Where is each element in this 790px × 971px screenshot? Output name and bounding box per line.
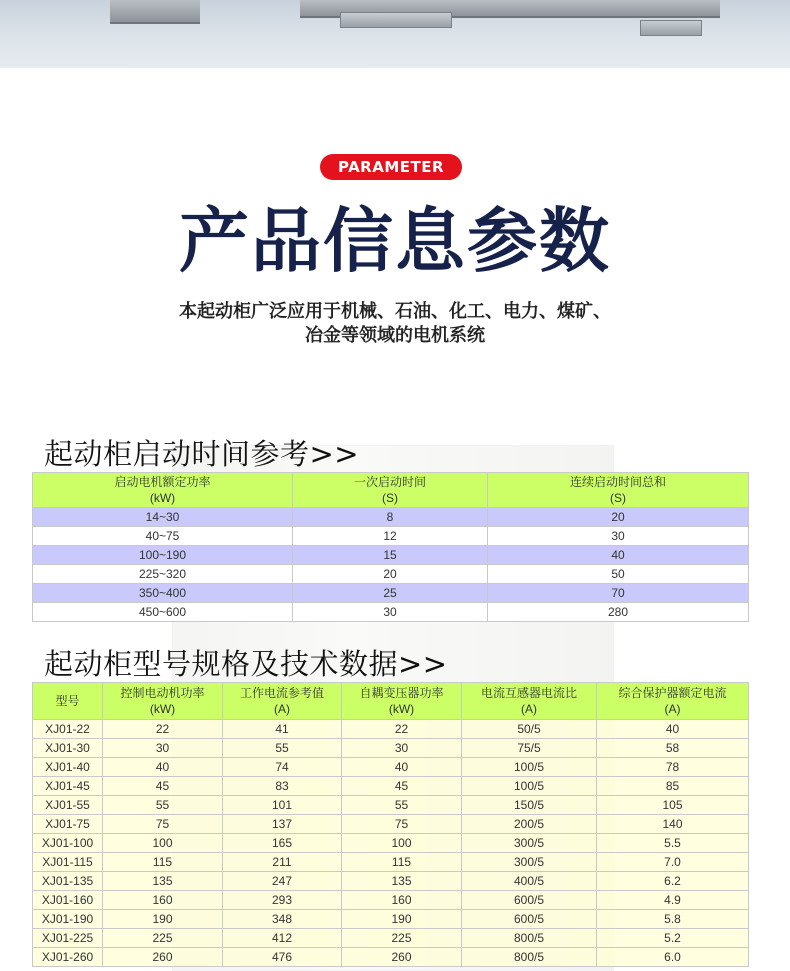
table-cell: 100 [103,834,223,853]
table-row [33,834,749,853]
table-cell: 8 [293,508,488,527]
table-cell: 100~190 [33,546,293,565]
table-cell: 247 [223,872,342,891]
table-cell: 5.2 [597,929,749,948]
table-cell: 225~320 [33,565,293,584]
header-cell [342,683,462,720]
table-cell: XJ01-45 [33,777,103,796]
header-cell [33,683,103,720]
table-row [33,603,749,622]
table-cell: 6.2 [597,872,749,891]
table-cell: 137 [223,815,342,834]
page-subtitle [0,300,790,348]
equipment-base-part [110,0,200,24]
hero-banner-image [0,0,790,68]
table-cell: 190 [342,910,462,929]
table-cell: 15 [293,546,488,565]
table-cell: 20 [488,508,749,527]
header-unit: (S) [382,491,398,505]
table-cell: 30 [103,739,223,758]
header-label: 电流互感器电流比 [480,686,577,700]
table-cell: 300/5 [462,853,597,872]
parameter-badge: PARAMETER [320,154,462,180]
equipment-foot [340,12,452,28]
table-cell: 45 [342,777,462,796]
header-cell [597,683,749,720]
header-cell [488,473,749,508]
table-cell: 4.9 [597,891,749,910]
table-cell: 55 [223,739,342,758]
header-unit: (A) [274,702,290,716]
table-cell: 225 [103,929,223,948]
table-cell: 293 [223,891,342,910]
table-cell: 55 [103,796,223,815]
table-row [33,758,749,777]
table-cell: 135 [103,872,223,891]
table-cell: XJ01-55 [33,796,103,815]
startup-time-heading: 起动柜启动时间参考>> [44,437,360,471]
table-cell: 115 [342,853,462,872]
table-row [33,546,749,565]
table-cell: 100/5 [462,777,597,796]
table-cell: 211 [223,853,342,872]
table-cell: XJ01-260 [33,948,103,967]
table-cell: 5.8 [597,910,749,929]
table-cell: 600/5 [462,910,597,929]
table-cell: XJ01-160 [33,891,103,910]
table-cell: 40 [103,758,223,777]
table-cell: 160 [103,891,223,910]
table-cell: 200/5 [462,815,597,834]
table-cell: XJ01-40 [33,758,103,777]
header-cell [293,473,488,508]
table-cell: 83 [223,777,342,796]
table-row [33,872,749,891]
table-cell: 260 [342,948,462,967]
table-cell: 135 [342,872,462,891]
table-row [33,508,749,527]
table-cell: 40~75 [33,527,293,546]
header-label: 一次启动时间 [353,475,426,489]
table-cell: 30 [488,527,749,546]
header-label: 启动电机额定功率 [114,475,211,489]
header-label: 工作电流参考值 [239,686,324,700]
table-row [33,948,749,967]
table-cell: 412 [223,929,342,948]
table-header-row [33,473,749,508]
table-cell: XJ01-75 [33,815,103,834]
table-cell: 6.0 [597,948,749,967]
table-cell: XJ01-135 [33,872,103,891]
table-cell: XJ01-100 [33,834,103,853]
table-cell: 20 [293,565,488,584]
table-row [33,796,749,815]
table-row [33,584,749,603]
table-cell: 600/5 [462,891,597,910]
table-cell: 75/5 [462,739,597,758]
table-cell: 100 [342,834,462,853]
table-cell: 75 [103,815,223,834]
table-cell: 50/5 [462,720,597,739]
table-row [33,815,749,834]
table-cell: 165 [223,834,342,853]
table-cell: 800/5 [462,948,597,967]
table-cell: 85 [597,777,749,796]
table-row [33,739,749,758]
table-cell: XJ01-190 [33,910,103,929]
table-cell: 105 [597,796,749,815]
table-cell: 75 [342,815,462,834]
table-cell: 22 [103,720,223,739]
table-cell: 400/5 [462,872,597,891]
table-cell: 74 [223,758,342,777]
table-cell: 41 [223,720,342,739]
table-cell: 476 [223,948,342,967]
table-row [33,853,749,872]
table-cell: 12 [293,527,488,546]
table-cell: 450~600 [33,603,293,622]
header-unit: (A) [521,702,537,716]
table-cell: 40 [597,720,749,739]
table-cell: 150/5 [462,796,597,815]
page-title: 产品信息参数 [179,200,611,282]
table-row [33,527,749,546]
table-row [33,891,749,910]
specs-heading: 起动柜型号规格及技术数据>> [44,647,448,681]
table-cell: 7.0 [597,853,749,872]
startup-time-table [32,472,749,622]
table-cell: 348 [223,910,342,929]
header-label: 控制电动机功率 [120,686,205,700]
table-row [33,777,749,796]
table-cell: 58 [597,739,749,758]
header-unit: (kW) [149,491,176,505]
table-cell: XJ01-30 [33,739,103,758]
header-cell [103,683,223,720]
header-cell [223,683,342,720]
table-cell: XJ01-115 [33,853,103,872]
table-cell: 115 [103,853,223,872]
table-cell: 14~30 [33,508,293,527]
subtitle-line-1: 本起动柜广泛应用于机械、石油、化工、电力、煤矿、 [179,301,611,322]
table-row [33,720,749,739]
table-cell: 55 [342,796,462,815]
equipment-foot [640,20,702,36]
table-cell: 800/5 [462,929,597,948]
table-cell: 45 [103,777,223,796]
table-cell: 70 [488,584,749,603]
header-label: 型号 [55,694,80,708]
table-cell: 78 [597,758,749,777]
table-cell: XJ01-22 [33,720,103,739]
table-cell: 190 [103,910,223,929]
header-cell [462,683,597,720]
table-cell: 260 [103,948,223,967]
table-row [33,565,749,584]
table-cell: 225 [342,929,462,948]
table-cell: 100/5 [462,758,597,777]
table-cell: 22 [342,720,462,739]
table-cell: 5.5 [597,834,749,853]
table-cell: 25 [293,584,488,603]
table-cell: 40 [342,758,462,777]
table-cell: 300/5 [462,834,597,853]
table-cell: 30 [293,603,488,622]
header-unit: (kW) [388,702,415,716]
table-cell: 50 [488,565,749,584]
table-row [33,910,749,929]
table-cell: 140 [597,815,749,834]
table-cell: 30 [342,739,462,758]
header-unit: (A) [664,702,681,716]
header-cell [33,473,293,508]
header-unit: (S) [610,491,626,505]
table-row [33,929,749,948]
specs-table [32,682,749,967]
table-cell: 40 [488,546,749,565]
header-label: 自耦变压器功率 [359,686,444,700]
table-cell: XJ01-225 [33,929,103,948]
table-cell: 160 [342,891,462,910]
header-unit: (kW) [149,702,176,716]
table-cell: 101 [223,796,342,815]
subtitle-line-2: 冶金等领域的电机系统 [305,325,485,346]
header-label: 综合保护器额定电流 [618,686,727,700]
header-label: 连续启动时间总和 [569,475,666,489]
table-header-row [33,683,749,720]
table-cell: 280 [488,603,749,622]
table-cell: 350~400 [33,584,293,603]
